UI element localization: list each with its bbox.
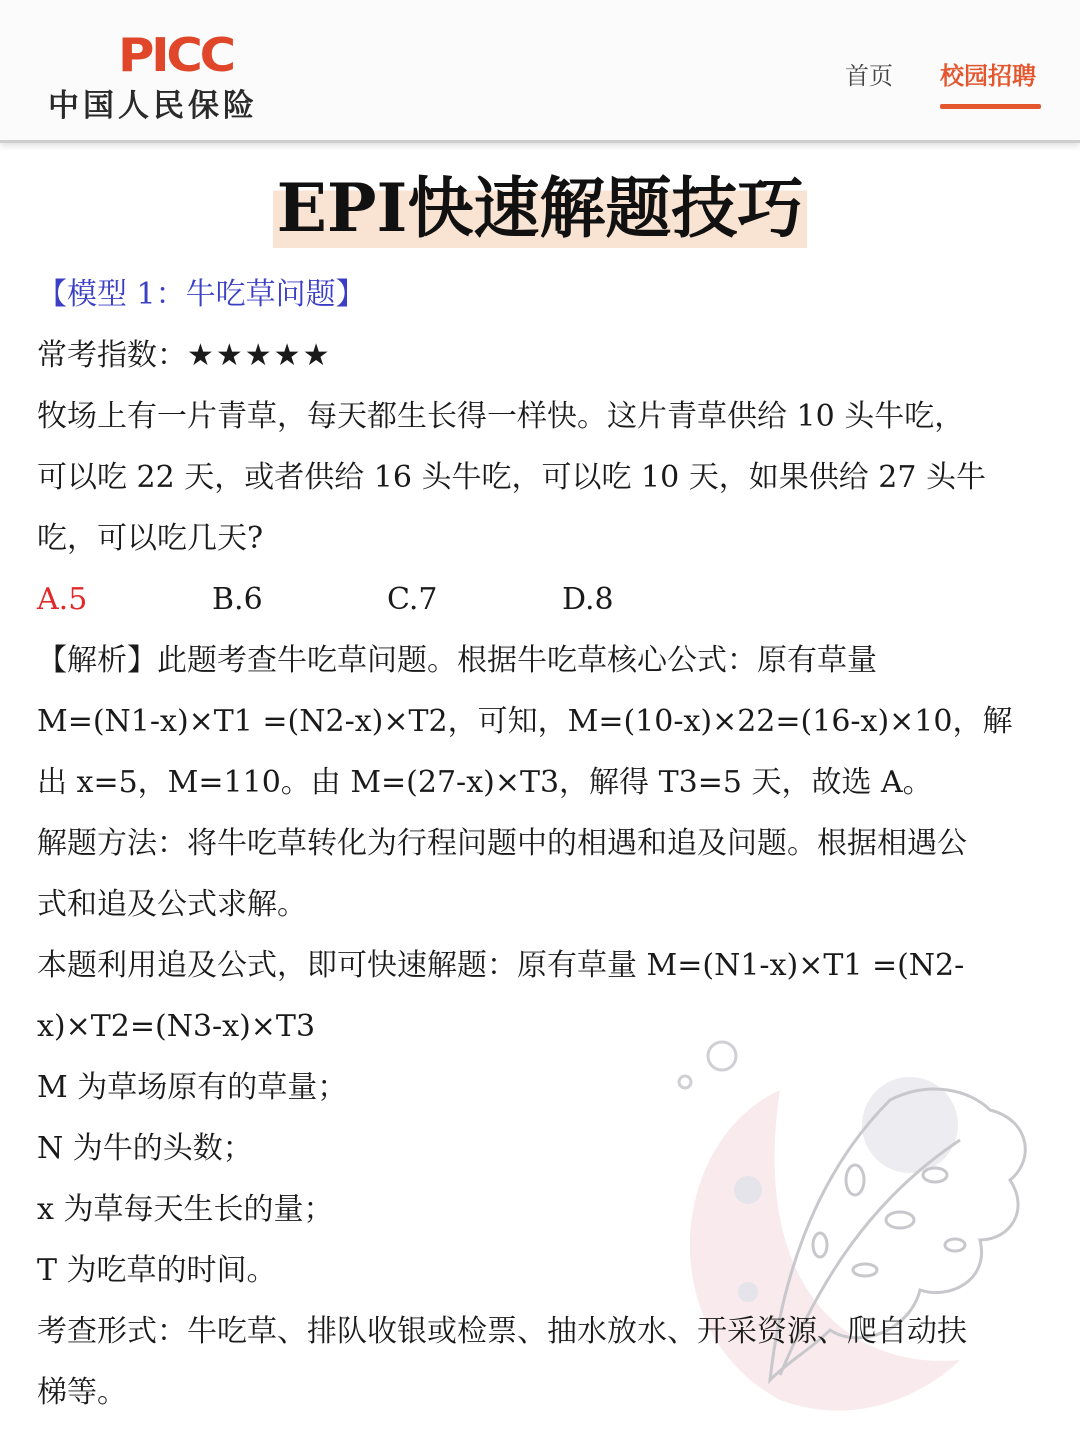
question-line: 牧场上有一片青草，每天都生长得一样快。这片青草供给 10 头牛吃， xyxy=(37,399,965,434)
logo-text: 中国人民保险 xyxy=(48,88,258,124)
nav-home[interactable]: 首页 xyxy=(845,62,893,90)
title-wrap xyxy=(0,168,1080,248)
quick-solution-line: x)×T2=(N3-x)×T3 xyxy=(37,1009,316,1044)
quick-solution-line: 本题利用追及公式，即可快速解题：原有草量 M=(N1-x)×T1 =(N2- xyxy=(37,948,965,983)
frequency-line xyxy=(37,325,1047,386)
picc-logo[interactable]: PICC xyxy=(118,28,233,82)
option-d: D.8 xyxy=(562,582,614,617)
analysis-line: M=(N1-x)×T1 =(N2-x)×T2，可知，M=(10-x)×22=(16-x)×10，解 xyxy=(37,704,1013,739)
method-line: 解题方法：将牛吃草转化为行程问题中的相遇和追及问题。根据相遇公 xyxy=(37,826,967,861)
question-line: 吃，可以吃几天? xyxy=(37,521,264,556)
definition-line: x 为草每天生长的量； xyxy=(37,1192,334,1227)
option-b: B.6 xyxy=(212,582,263,617)
definition-line: M 为草场原有的草量； xyxy=(37,1070,348,1105)
option-a: A.5 xyxy=(37,582,88,617)
page-title: EPI快速解题技巧 xyxy=(273,168,808,248)
definition-line: T 为吃草的时间。 xyxy=(37,1253,277,1288)
site-header xyxy=(0,0,1080,143)
options-row xyxy=(37,569,1047,630)
nav-active-indicator xyxy=(940,104,1041,109)
forms-line: 梯等。 xyxy=(37,1375,127,1410)
analysis-line: 出 x=5，M=110。由 M=(27-x)×T3，解得 T3=5 天，故选 A。 xyxy=(37,765,933,800)
question-line: 可以吃 22 天，或者供给 16 头牛吃，可以吃 10 天，如果供给 27 头牛 xyxy=(37,460,986,495)
definition-line: N 为牛的头数； xyxy=(37,1131,253,1166)
option-c: C.7 xyxy=(387,582,438,617)
section-heading: 【模型 1：牛吃草问题】 xyxy=(37,277,366,312)
star-rating-icon: ★★★★★ xyxy=(187,338,332,373)
method-line: 式和追及公式求解。 xyxy=(37,887,307,922)
analysis-line: 【解析】此题考查牛吃草问题。根据牛吃草核心公式：原有草量 xyxy=(37,643,877,678)
forms-line: 考查形式：牛吃草、排队收银或检票、抽水放水、开采资源、爬自动扶 xyxy=(37,1314,967,1349)
nav-campus-recruitment[interactable]: 校园招聘 xyxy=(940,62,1036,90)
article-body xyxy=(37,264,1047,1423)
frequency-label: 常考指数： xyxy=(37,338,187,373)
